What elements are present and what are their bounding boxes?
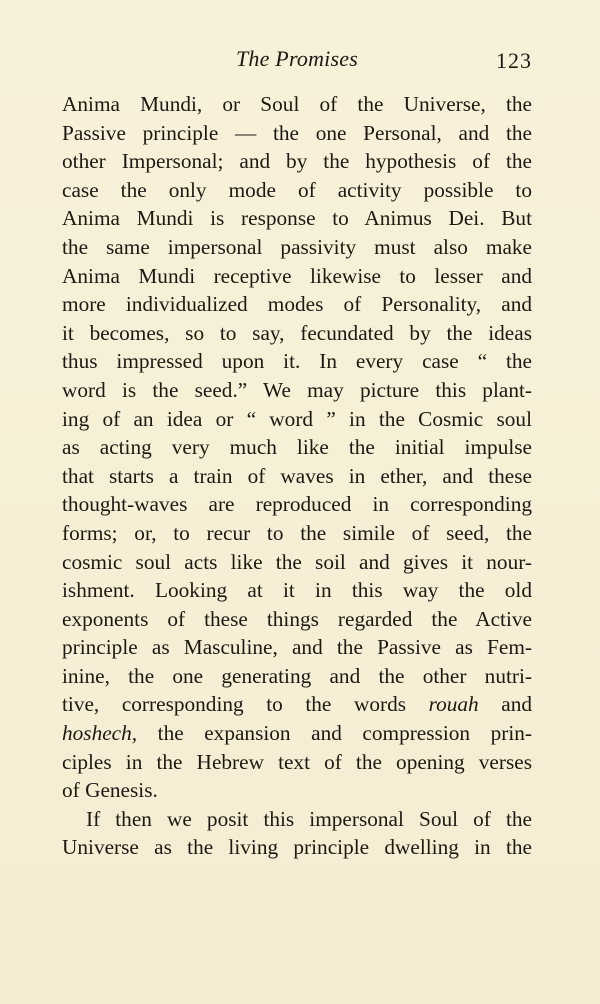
text-line: principle as Masculine, and the Passive as Fem-: [62, 635, 532, 660]
text-line: Universe as the living principle dwelling in the: [62, 835, 532, 860]
text-line: If then we posit this impersonal Soul of the: [86, 806, 532, 831]
italic-term: hoshech,: [62, 721, 138, 746]
text-line: the same impersonal passivity must also make: [62, 234, 532, 259]
text-line: ing of an idea or “ word ” in the Cosmic soul: [62, 406, 532, 431]
text-line: Passive principle — the one Personal, and the: [62, 120, 532, 145]
text-run: the expansion and compression prin-: [137, 721, 532, 746]
text-line: inine, the one generating and the other nutri-: [62, 663, 532, 688]
text-run: and: [478, 692, 532, 717]
text-line-mixed: [62, 690, 532, 719]
running-title: The Promises: [236, 46, 358, 71]
text-line: case the only mode of activity possible to: [62, 177, 532, 202]
text-line: ciples in the Hebrew text of the opening verses: [62, 749, 532, 774]
page-number: 123: [496, 48, 532, 73]
text-line: Anima Mundi receptive likewise to lesser and: [62, 263, 532, 288]
text-line: it becomes, so to say, fecundated by the ideas: [62, 320, 532, 345]
italic-term: rouah: [428, 692, 479, 717]
body-text: [62, 90, 532, 862]
text-line: as acting very much like the initial impulse: [62, 435, 532, 460]
text-line: exponents of these things regarded the Active: [62, 606, 532, 631]
text-run: tive, corresponding to the words: [62, 692, 429, 717]
running-head: [62, 46, 532, 76]
text-line: word is the seed.” We may picture this plant-: [62, 377, 532, 402]
text-line: more individualized modes of Personality, and: [62, 292, 532, 317]
text-line: Anima Mundi, or Soul of the Universe, the: [62, 92, 532, 116]
text-line: of Genesis.: [62, 778, 158, 803]
text-line: other Impersonal; and by the hypothesis of the: [62, 149, 532, 174]
text-line: thought-waves are reproduced in corresponding: [62, 492, 532, 517]
text-line: cosmic soul acts like the soil and gives it nour-: [62, 549, 532, 574]
text-line: Anima Mundi is response to Animus Dei. But: [62, 206, 532, 231]
text-line: forms; or, to recur to the simile of seed, the: [62, 520, 532, 545]
text-line-mixed: [62, 719, 532, 748]
text-line: that starts a train of waves in ether, and these: [62, 463, 532, 488]
text-line: ishment. Looking at it in this way the old: [62, 578, 532, 603]
text-line: thus impressed upon it. In every case “ the: [62, 349, 532, 374]
